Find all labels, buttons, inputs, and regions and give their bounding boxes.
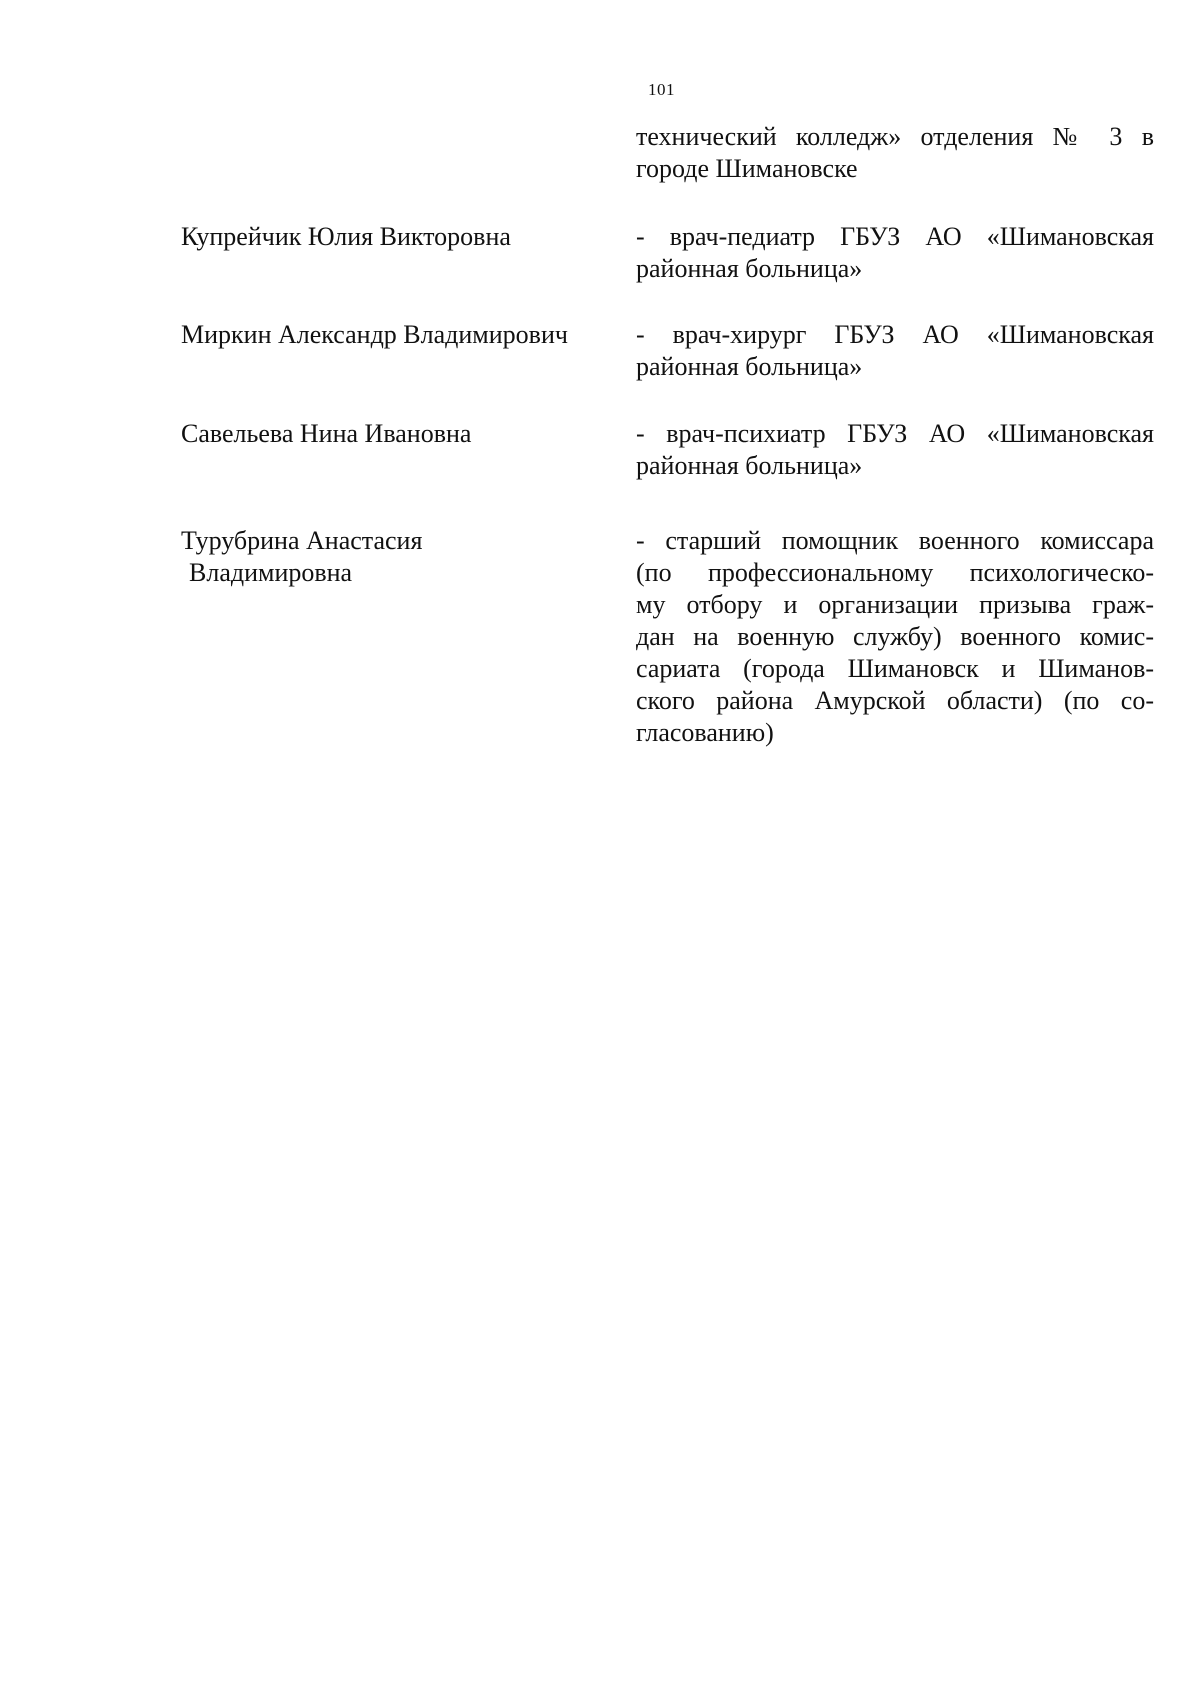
role-line: дан на военную службу) военного комис- [636, 622, 1154, 651]
role-line: сариата (города Шимановск и Шиманов- [636, 654, 1154, 683]
role-line: - старший помощник военного комиссара [636, 526, 1154, 555]
entry-role [636, 221, 1154, 285]
continuation-line: технический колледж» отделения № 3 в [636, 122, 1154, 151]
entry-name: Миркин Александр Владимирович [181, 320, 568, 349]
continuation-text [636, 121, 1154, 185]
name-line: Турубрина Анастасия [181, 526, 423, 555]
continuation-line: городе Шимановске [636, 154, 858, 183]
role-line: му отбору и организации призыва граж- [636, 590, 1154, 619]
page-number: 101 [648, 80, 675, 99]
entry-name: Купрейчик Юлия Викторовна [181, 222, 511, 251]
role-line: гласованию) [636, 718, 774, 747]
entry-role [636, 319, 1154, 383]
name-line: Владимировна [189, 558, 353, 587]
entry-role [636, 418, 1154, 482]
role-line: (по профессиональному психологическо- [636, 558, 1154, 587]
entry-name [181, 525, 621, 589]
entry-role [636, 525, 1154, 749]
role-line: районная больница» [636, 352, 863, 381]
role-line: ского района Амурской области) (по со- [636, 686, 1154, 715]
role-line: - врач-педиатр ГБУЗ АО «Шимановская [636, 222, 1154, 251]
entry-name: Савельева Нина Ивановна [181, 419, 472, 448]
role-line: районная больница» [636, 451, 863, 480]
role-line: - врач-хирург ГБУЗ АО «Шимановская [636, 320, 1154, 349]
role-line: районная больница» [636, 254, 863, 283]
role-line: - врач-психиатр ГБУЗ АО «Шимановская [636, 419, 1154, 448]
